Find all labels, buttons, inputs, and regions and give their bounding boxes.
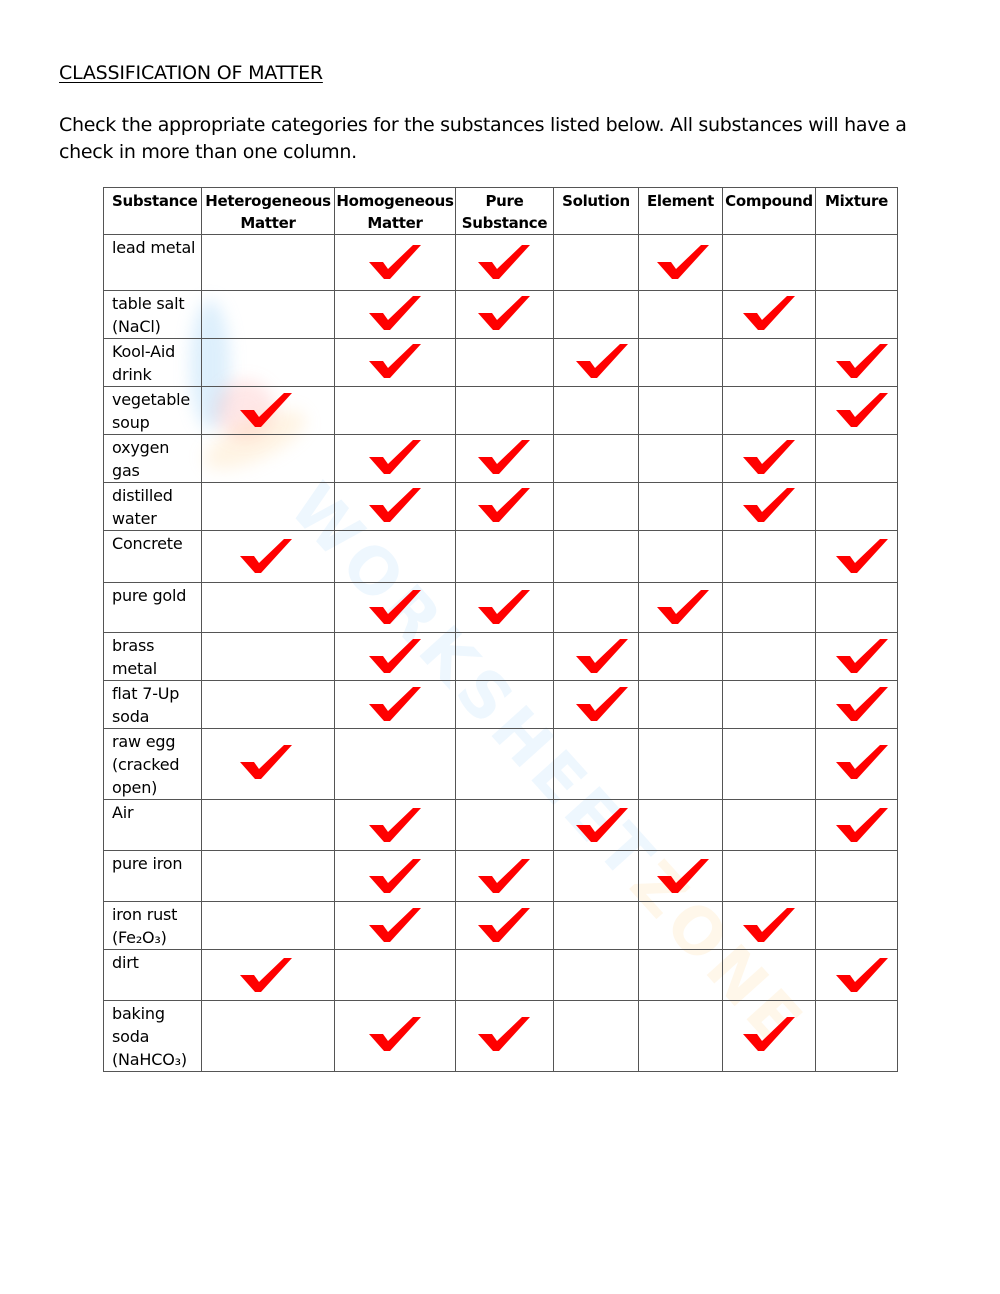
check-cell-compound[interactable]	[723, 729, 816, 800]
table-row	[104, 950, 898, 1001]
table-row	[104, 483, 898, 531]
table-row	[104, 387, 898, 435]
check-cell-solution[interactable]	[554, 339, 639, 387]
check-cell-solution[interactable]	[554, 950, 639, 1001]
check-cell-mixture[interactable]	[816, 235, 898, 291]
table-row	[104, 633, 898, 681]
check-cell-element[interactable]	[639, 902, 723, 950]
substance-name-line: metal	[112, 659, 157, 678]
check-cell-pure-substance[interactable]	[456, 531, 554, 583]
check-cell-element[interactable]	[639, 633, 723, 681]
check-cell-heterogeneous[interactable]	[202, 583, 335, 633]
header-label-line1: Substance	[112, 192, 198, 210]
header-label-line2: Matter	[367, 214, 423, 232]
check-cell-solution[interactable]	[554, 583, 639, 633]
checkmark-icon	[743, 908, 795, 944]
checkmark-icon	[836, 745, 888, 781]
check-cell-homogeneous[interactable]	[335, 531, 456, 583]
check-cell-heterogeneous[interactable]	[202, 235, 335, 291]
checkmark-icon	[240, 393, 292, 429]
check-cell-solution[interactable]	[554, 435, 639, 483]
check-cell-mixture[interactable]	[816, 681, 898, 729]
check-cell-mixture[interactable]	[816, 1001, 898, 1072]
check-cell-compound[interactable]	[723, 531, 816, 583]
column-header-heterogeneous-matter	[202, 188, 335, 235]
check-cell-element[interactable]	[639, 851, 723, 902]
check-cell-homogeneous[interactable]	[335, 583, 456, 633]
check-cell-solution[interactable]	[554, 291, 639, 339]
check-cell-pure-substance[interactable]	[456, 235, 554, 291]
checkmark-icon	[478, 859, 530, 895]
header-label-line1: Pure	[485, 192, 524, 210]
substance-cell	[104, 729, 202, 800]
checkmark-icon	[836, 539, 888, 575]
header-label-line1: Homogeneous	[336, 192, 454, 210]
header-label-line2: Substance	[461, 214, 548, 232]
checkmark-icon	[743, 488, 795, 524]
checkmark-icon	[240, 958, 292, 994]
table-row	[104, 235, 898, 291]
check-cell-element[interactable]	[639, 531, 723, 583]
check-cell-solution[interactable]	[554, 800, 639, 851]
check-cell-homogeneous[interactable]	[335, 235, 456, 291]
substance-name-line: soda	[112, 1027, 150, 1046]
table-row	[104, 531, 898, 583]
substance-cell	[104, 483, 202, 531]
checkmark-icon	[369, 590, 421, 626]
checkmark-icon	[240, 539, 292, 575]
substance-name-line: water	[112, 509, 157, 528]
checkmark-icon	[836, 344, 888, 380]
substance-cell	[104, 1001, 202, 1072]
substance-name-line: distilled	[112, 486, 173, 505]
check-cell-solution[interactable]	[554, 235, 639, 291]
check-cell-compound[interactable]	[723, 583, 816, 633]
substance-cell	[104, 681, 202, 729]
substance-name-line: pure gold	[112, 586, 187, 605]
substance-name-line: soda	[112, 707, 150, 726]
check-cell-element[interactable]	[639, 1001, 723, 1072]
check-cell-heterogeneous[interactable]	[202, 851, 335, 902]
check-cell-solution[interactable]	[554, 387, 639, 435]
column-header-element	[639, 188, 723, 235]
substance-name-line: (cracked	[112, 755, 180, 774]
check-cell-compound[interactable]	[723, 235, 816, 291]
check-cell-heterogeneous[interactable]	[202, 387, 335, 435]
check-cell-mixture[interactable]	[816, 729, 898, 800]
checkmark-icon	[657, 590, 709, 626]
check-cell-mixture[interactable]	[816, 950, 898, 1001]
check-cell-solution[interactable]	[554, 902, 639, 950]
checkmark-icon	[240, 745, 292, 781]
check-cell-compound[interactable]	[723, 1001, 816, 1072]
substance-name-line: dirt	[112, 953, 139, 972]
check-cell-mixture[interactable]	[816, 291, 898, 339]
check-cell-element[interactable]	[639, 681, 723, 729]
table-row	[104, 291, 898, 339]
check-cell-mixture[interactable]	[816, 387, 898, 435]
check-cell-homogeneous[interactable]	[335, 435, 456, 483]
check-cell-mixture[interactable]	[816, 851, 898, 902]
check-cell-pure-substance[interactable]	[456, 483, 554, 531]
substance-name-line: pure iron	[112, 854, 183, 873]
checkmark-icon	[836, 687, 888, 723]
checkmark-icon	[836, 808, 888, 844]
check-cell-heterogeneous[interactable]	[202, 339, 335, 387]
substance-cell	[104, 291, 202, 339]
substance-cell	[104, 800, 202, 851]
check-cell-solution[interactable]	[554, 483, 639, 531]
checkmark-icon	[369, 1017, 421, 1053]
check-cell-pure-substance[interactable]	[456, 729, 554, 800]
table-row	[104, 851, 898, 902]
checkmark-icon	[369, 488, 421, 524]
checkmark-icon	[743, 296, 795, 332]
check-cell-heterogeneous[interactable]	[202, 483, 335, 531]
check-cell-element[interactable]	[639, 729, 723, 800]
check-cell-compound[interactable]	[723, 851, 816, 902]
substance-name-line: brass	[112, 636, 155, 655]
check-cell-pure-substance[interactable]	[456, 633, 554, 681]
check-cell-pure-substance[interactable]	[456, 339, 554, 387]
substance-name-line: soup	[112, 413, 150, 432]
substance-cell	[104, 902, 202, 950]
substance-name-line: (Fe₂O₃)	[112, 928, 167, 947]
checkmark-icon	[478, 590, 530, 626]
check-cell-homogeneous[interactable]	[335, 851, 456, 902]
checkmark-icon	[576, 639, 628, 675]
substance-name-line: baking	[112, 1004, 165, 1023]
checkmark-icon	[836, 639, 888, 675]
table-row	[104, 729, 898, 800]
check-cell-pure-substance[interactable]	[456, 800, 554, 851]
check-cell-heterogeneous[interactable]	[202, 681, 335, 729]
checkmark-icon	[478, 908, 530, 944]
check-cell-homogeneous[interactable]	[335, 633, 456, 681]
checkmark-icon	[657, 245, 709, 281]
checkmark-icon	[743, 1017, 795, 1053]
checkmark-icon	[478, 440, 530, 476]
table-row	[104, 339, 898, 387]
check-cell-compound[interactable]	[723, 950, 816, 1001]
worksheet-title: CLASSIFICATION OF MATTER	[59, 62, 323, 84]
check-cell-compound[interactable]	[723, 291, 816, 339]
header-label-line2: Matter	[240, 214, 296, 232]
checkmark-icon	[478, 1017, 530, 1053]
header-label-line1: Compound	[725, 192, 813, 210]
check-cell-pure-substance[interactable]	[456, 1001, 554, 1072]
substance-name-line: iron rust	[112, 905, 178, 924]
substance-name-line: gas	[112, 461, 140, 480]
check-cell-compound[interactable]	[723, 681, 816, 729]
substance-name-line: raw egg	[112, 732, 176, 751]
substance-cell	[104, 950, 202, 1001]
check-cell-mixture[interactable]	[816, 800, 898, 851]
checkmark-icon	[369, 908, 421, 944]
check-cell-homogeneous[interactable]	[335, 291, 456, 339]
checkmark-icon	[369, 859, 421, 895]
substance-cell	[104, 339, 202, 387]
table-row	[104, 681, 898, 729]
checkmark-icon	[369, 245, 421, 281]
check-cell-compound[interactable]	[723, 483, 816, 531]
check-cell-element[interactable]	[639, 435, 723, 483]
check-cell-compound[interactable]	[723, 800, 816, 851]
substance-name-line: drink	[112, 365, 152, 384]
column-header-pure-substance	[456, 188, 554, 235]
substance-cell	[104, 235, 202, 291]
check-cell-homogeneous[interactable]	[335, 681, 456, 729]
check-cell-pure-substance[interactable]	[456, 681, 554, 729]
check-cell-solution[interactable]	[554, 681, 639, 729]
checkmark-icon	[576, 344, 628, 380]
column-header-substance	[104, 188, 202, 235]
table-row	[104, 583, 898, 633]
check-cell-mixture[interactable]	[816, 633, 898, 681]
check-cell-pure-substance[interactable]	[456, 583, 554, 633]
table-header-row	[104, 188, 898, 235]
check-cell-heterogeneous[interactable]	[202, 902, 335, 950]
checkmark-icon	[836, 393, 888, 429]
check-cell-heterogeneous[interactable]	[202, 729, 335, 800]
check-cell-heterogeneous[interactable]	[202, 800, 335, 851]
check-cell-mixture[interactable]	[816, 339, 898, 387]
check-cell-heterogeneous[interactable]	[202, 633, 335, 681]
substance-name-line: vegetable	[112, 390, 191, 409]
check-cell-element[interactable]	[639, 483, 723, 531]
table-body	[104, 235, 898, 1072]
checkmark-icon	[657, 859, 709, 895]
substance-name-line: flat 7-Up	[112, 684, 180, 703]
check-cell-solution[interactable]	[554, 1001, 639, 1072]
check-cell-pure-substance[interactable]	[456, 291, 554, 339]
check-cell-homogeneous[interactable]	[335, 902, 456, 950]
check-cell-solution[interactable]	[554, 851, 639, 902]
check-cell-heterogeneous[interactable]	[202, 531, 335, 583]
check-cell-homogeneous[interactable]	[335, 483, 456, 531]
checkmark-icon	[369, 440, 421, 476]
check-cell-compound[interactable]	[723, 339, 816, 387]
substance-cell	[104, 583, 202, 633]
check-cell-heterogeneous[interactable]	[202, 435, 335, 483]
check-cell-mixture[interactable]	[816, 902, 898, 950]
substance-name-line: open)	[112, 778, 158, 797]
check-cell-element[interactable]	[639, 339, 723, 387]
table-row	[104, 902, 898, 950]
checkmark-icon	[369, 344, 421, 380]
classification-table	[103, 187, 898, 1072]
substance-name-line: lead metal	[112, 238, 196, 257]
check-cell-heterogeneous[interactable]	[202, 1001, 335, 1072]
checkmark-icon	[369, 639, 421, 675]
substance-name-line: Concrete	[112, 534, 183, 553]
header-label-line1: Heterogeneous	[205, 192, 331, 210]
check-cell-pure-substance[interactable]	[456, 950, 554, 1001]
substance-name-line: Kool-Aid	[112, 342, 176, 361]
column-header-homogeneous-matter	[335, 188, 456, 235]
substance-cell	[104, 851, 202, 902]
check-cell-homogeneous[interactable]	[335, 387, 456, 435]
check-cell-heterogeneous[interactable]	[202, 950, 335, 1001]
watermark-text: WORKSHEETZONE	[275, 470, 819, 1063]
substance-name-line: table salt	[112, 294, 185, 313]
check-cell-mixture[interactable]	[816, 435, 898, 483]
substance-cell	[104, 633, 202, 681]
check-cell-solution[interactable]	[554, 729, 639, 800]
checkmark-icon	[478, 245, 530, 281]
column-header-mixture	[816, 188, 898, 235]
check-cell-element[interactable]	[639, 800, 723, 851]
checkmark-icon	[576, 687, 628, 723]
substance-cell	[104, 387, 202, 435]
check-cell-compound[interactable]	[723, 633, 816, 681]
check-cell-homogeneous[interactable]	[335, 1001, 456, 1072]
check-cell-homogeneous[interactable]	[335, 339, 456, 387]
check-cell-homogeneous[interactable]	[335, 950, 456, 1001]
check-cell-solution[interactable]	[554, 633, 639, 681]
header-label-line1: Element	[646, 192, 715, 210]
substance-name-line: Air	[112, 803, 134, 822]
check-cell-element[interactable]	[639, 235, 723, 291]
substance-name-line: (NaCl)	[112, 317, 161, 336]
substance-name-line: (NaHCO₃)	[112, 1050, 187, 1069]
check-cell-heterogeneous[interactable]	[202, 291, 335, 339]
table-row	[104, 435, 898, 483]
worksheet-instructions: Check the appropriate categories for the substances listed below. All substances will have a check in more than one column.	[59, 114, 907, 163]
check-cell-mixture[interactable]	[816, 531, 898, 583]
check-cell-pure-substance[interactable]	[456, 387, 554, 435]
table-row	[104, 1001, 898, 1072]
check-cell-pure-substance[interactable]	[456, 902, 554, 950]
checkmark-icon	[836, 958, 888, 994]
header-label-line1: Mixture	[824, 192, 889, 210]
check-cell-mixture[interactable]	[816, 583, 898, 633]
checkmark-icon	[369, 687, 421, 723]
column-header-compound	[723, 188, 816, 235]
checkmark-icon	[369, 808, 421, 844]
substance-name-line: oxygen	[112, 438, 170, 457]
checkmark-icon	[743, 440, 795, 476]
check-cell-element[interactable]	[639, 950, 723, 1001]
checkmark-icon	[369, 296, 421, 332]
checkmark-icon	[478, 296, 530, 332]
substance-cell	[104, 435, 202, 483]
check-cell-mixture[interactable]	[816, 483, 898, 531]
checkmark-icon	[576, 808, 628, 844]
checkmark-icon	[478, 488, 530, 524]
check-cell-solution[interactable]	[554, 531, 639, 583]
header-label-line1: Solution	[562, 192, 630, 210]
check-cell-element[interactable]	[639, 291, 723, 339]
check-cell-element[interactable]	[639, 583, 723, 633]
check-cell-element[interactable]	[639, 387, 723, 435]
check-cell-compound[interactable]	[723, 387, 816, 435]
column-header-solution	[554, 188, 639, 235]
check-cell-compound[interactable]	[723, 902, 816, 950]
check-cell-pure-substance[interactable]	[456, 851, 554, 902]
substance-cell	[104, 531, 202, 583]
table-row	[104, 800, 898, 851]
check-cell-pure-substance[interactable]	[456, 435, 554, 483]
check-cell-homogeneous[interactable]	[335, 729, 456, 800]
check-cell-homogeneous[interactable]	[335, 800, 456, 851]
check-cell-compound[interactable]	[723, 435, 816, 483]
